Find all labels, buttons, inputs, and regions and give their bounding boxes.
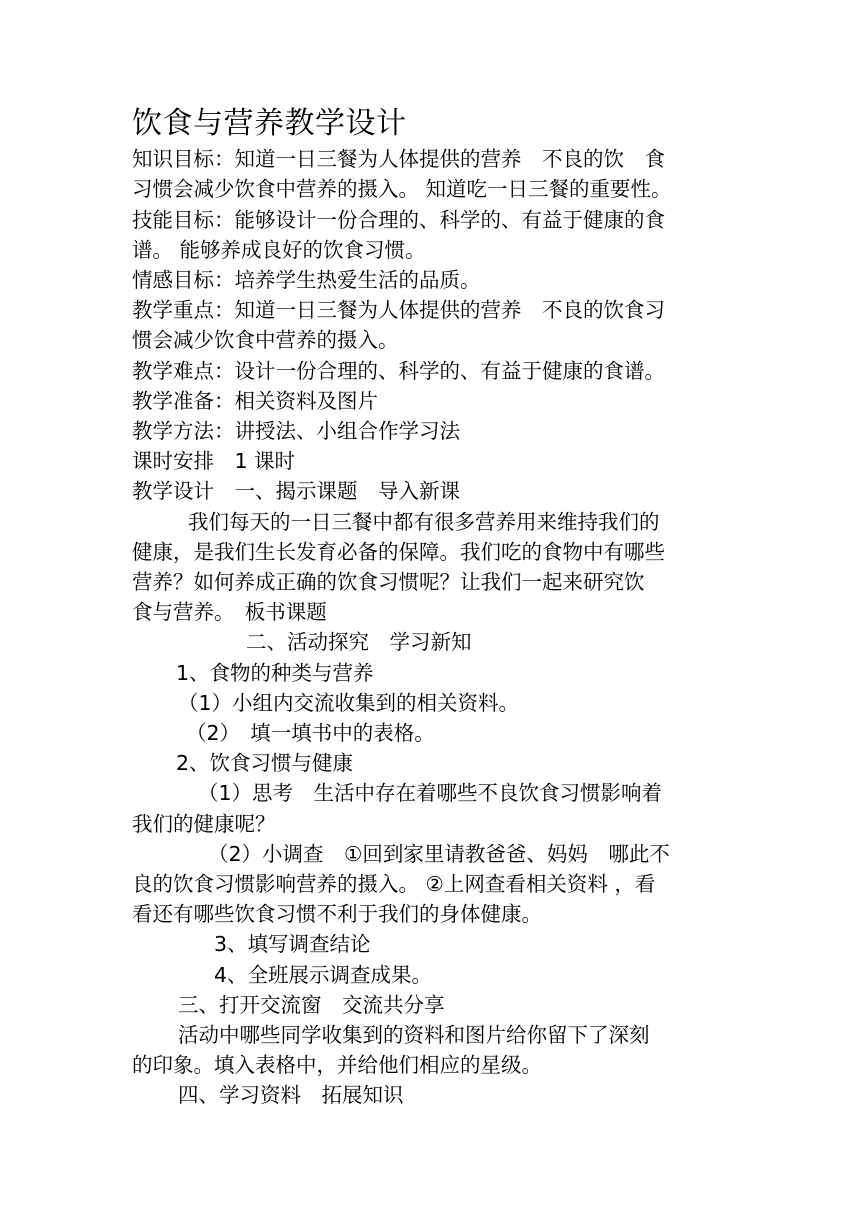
- text-line: 教学准备：相关资料及图片: [132, 389, 378, 413]
- text-line: 看还有哪些饮食习惯不利于我们的身体健康。: [132, 902, 542, 926]
- text-line: 健康，是我们生长发育必备的保障。我们吃的食物中有哪些: [132, 540, 665, 564]
- text-line: （2）小调查 ①回到家里请教爸爸、妈妈 哪此不: [208, 842, 670, 866]
- text-line: 营养？如何养成正确的饮食习惯呢？让我们一起来研究饮: [132, 570, 645, 594]
- text-line: （1）思考 生活中存在着哪些不良饮食习惯影响着: [198, 781, 663, 805]
- text-line: 惯会减少饮食中营养的摄入。: [132, 328, 399, 352]
- text-line: 情感目标：培养学生热爱生活的品质。: [132, 268, 481, 292]
- text-line: 教学重点：知道一日三餐为人体提供的营养 不良的饮食习: [132, 298, 665, 322]
- text-line: 习惯会减少饮食中营养的摄入。 知道吃一日三餐的重要性。: [132, 177, 672, 201]
- text-line: 2、饮食习惯与健康: [176, 751, 354, 775]
- text-line: 教学难点：设计一份合理的、科学的、有益于健康的食谱。: [132, 359, 665, 383]
- text-line: 食与营养。 板书课题: [132, 600, 327, 624]
- text-line: （2） 填一填书中的表格。: [186, 721, 435, 745]
- text-line: 良的饮食习惯影响营养的摄入。 ②上网查看相关资料 ，看: [132, 872, 656, 896]
- document-title: 饮食与营养教学设计: [132, 106, 407, 141]
- section-heading: 二、活动探究 学习新知: [246, 630, 472, 654]
- text-line: 我们的健康呢？: [132, 812, 276, 836]
- text-line: 教学方法：讲授法、小组合作学习法: [132, 419, 460, 443]
- section-heading: 三、打开交流窗 交流共分享: [178, 993, 445, 1017]
- text-line: 3、填写调查结论: [214, 932, 371, 956]
- text-line: 4、全班展示调查成果。: [214, 963, 433, 987]
- text-line: 教学设计 一、揭示课题 导入新课: [132, 479, 460, 503]
- text-line: 知识目标：知道一日三餐为人体提供的营养 不良的饮 食: [132, 147, 665, 171]
- text-line: 的印象。填入表格中，并给他们相应的星级。: [132, 1053, 542, 1077]
- text-line: 技能目标：能够设计一份合理的、科学的、有益于健康的食: [132, 208, 665, 232]
- text-line: （1）小组内交流收集到的相关资料。: [178, 691, 520, 715]
- text-line: 活动中哪些同学收集到的资料和图片给你留下了深刻: [178, 1023, 650, 1047]
- text-line: 我们每天的一日三餐中都有很多营养用来维持我们的: [188, 510, 660, 534]
- text-line: 谱。 能够养成良好的饮食习惯。: [132, 238, 426, 262]
- text-line: 1、食物的种类与营养: [176, 661, 374, 685]
- text-line: 课时安排 1 课时: [132, 449, 296, 473]
- section-heading: 四、学习资料 拓展知识: [178, 1083, 404, 1107]
